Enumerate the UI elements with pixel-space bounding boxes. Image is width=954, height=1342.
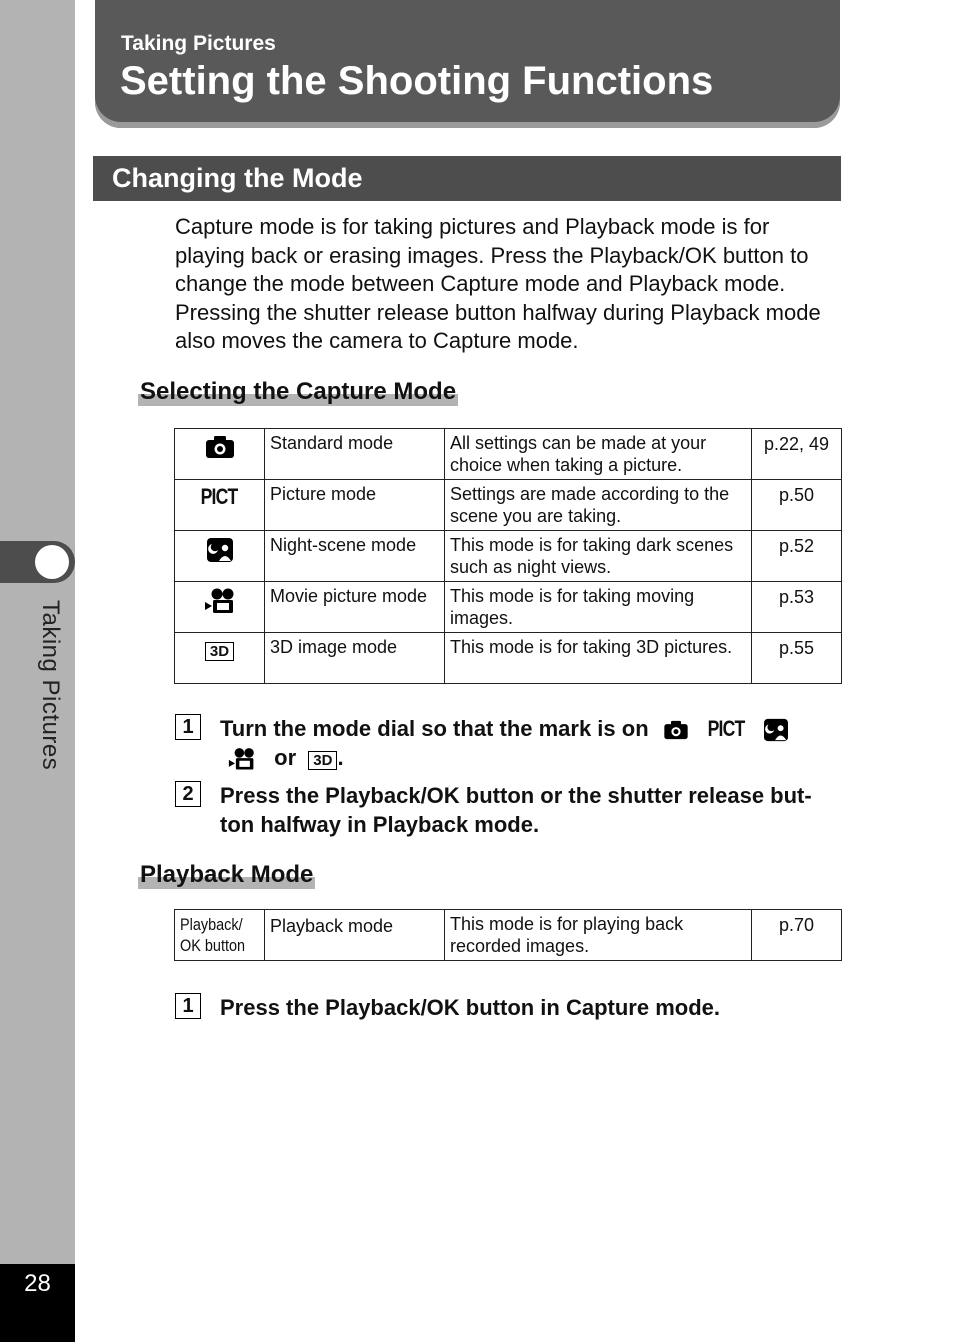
movie-camera-icon — [228, 747, 256, 771]
camera-icon — [663, 720, 689, 740]
step-number: 1 — [175, 993, 201, 1019]
icon-cell — [175, 480, 265, 531]
header-kicker: Taking Pictures — [121, 32, 276, 55]
section-title: Changing the Mode — [112, 163, 363, 193]
step-text-end: . — [337, 745, 344, 770]
capture-step-2 — [175, 781, 845, 839]
night-scene-icon — [206, 537, 234, 563]
page-number: 28 — [24, 1270, 51, 1297]
icon-cell — [175, 429, 265, 480]
step-number: 2 — [175, 781, 201, 807]
playback-step-1 — [175, 993, 845, 1022]
page-reference: p.70 — [752, 910, 842, 961]
mode-description: All settings can be made at your choice when taking a picture. — [445, 429, 752, 480]
icon-cell — [175, 633, 265, 684]
mode-description: Settings are made according to the scene you are taking. — [445, 480, 752, 531]
playback-ok-button-icon — [180, 914, 245, 956]
icon-cell — [175, 582, 265, 633]
step-text — [220, 714, 845, 772]
table-row — [175, 582, 842, 633]
mode-name: Picture mode — [265, 480, 445, 531]
capture-step-1 — [175, 714, 845, 772]
chapter-tab-dot — [35, 545, 69, 579]
mode-description: This mode is for taking dark scenes such as night views. — [445, 531, 752, 582]
page-title: Setting the Shooting Functions — [120, 59, 714, 103]
mode-description: This mode is for taking moving images. — [445, 582, 752, 633]
mode-description: This mode is for taking 3D pictures. — [445, 633, 752, 684]
capture-mode-heading: Selecting the Capture Mode — [140, 378, 457, 405]
table-row — [175, 910, 842, 961]
label-line-2: OK button — [180, 936, 246, 955]
step-text-main: Turn the mode dial so that the mark is on — [220, 716, 649, 741]
mode-name: Standard mode — [265, 429, 445, 480]
3d-icon: 3D — [205, 642, 234, 661]
step-text: Press the Playback/OK button or the shutter release but-ton halfway in Playback mode. — [220, 783, 812, 837]
mode-description: This mode is for playing back recorded images. — [445, 910, 752, 961]
label-line-1: Playback/ — [180, 915, 243, 934]
mode-name: 3D image mode — [265, 633, 445, 684]
step-text: Press the Playback/OK button in Capture mode. — [220, 995, 720, 1020]
playback-button-label — [175, 910, 265, 961]
movie-camera-icon — [204, 588, 236, 614]
table-row — [175, 531, 842, 582]
table-row — [175, 429, 842, 480]
page-reference: p.50 — [752, 480, 842, 531]
step-text-or: or — [274, 745, 297, 770]
icon-cell — [175, 531, 265, 582]
page-reference: p.52 — [752, 531, 842, 582]
night-scene-icon — [763, 718, 789, 742]
pict-icon: PICT — [707, 716, 745, 741]
mode-name: Night-scene mode — [265, 531, 445, 582]
mode-name: Movie picture mode — [265, 582, 445, 633]
pict-icon: PICT — [201, 484, 238, 509]
table-row — [175, 480, 842, 531]
3d-icon: 3D — [308, 751, 337, 770]
playback-mode-table — [174, 909, 842, 961]
step-number: 1 — [175, 714, 201, 740]
intro-paragraph: Capture mode is for taking pictures and Playback mode is for playing back or erasing images. Press the Playback/OK button to change the mode between Capture mode and Playback mode. Pressing the shutter release button halfway during Playback mode also moves the camera to Capture mode. — [175, 214, 821, 354]
page-reference: p.53 — [752, 582, 842, 633]
camera-icon — [205, 435, 235, 459]
table-row — [175, 633, 842, 684]
page-reference: p.55 — [752, 633, 842, 684]
chapter-tab-label: Taking Pictures — [37, 600, 64, 771]
page-reference: p.22, 49 — [752, 429, 842, 480]
mode-name: Playback mode — [265, 910, 445, 961]
playback-mode-heading: Playback Mode — [140, 861, 314, 888]
capture-mode-table — [174, 428, 842, 684]
